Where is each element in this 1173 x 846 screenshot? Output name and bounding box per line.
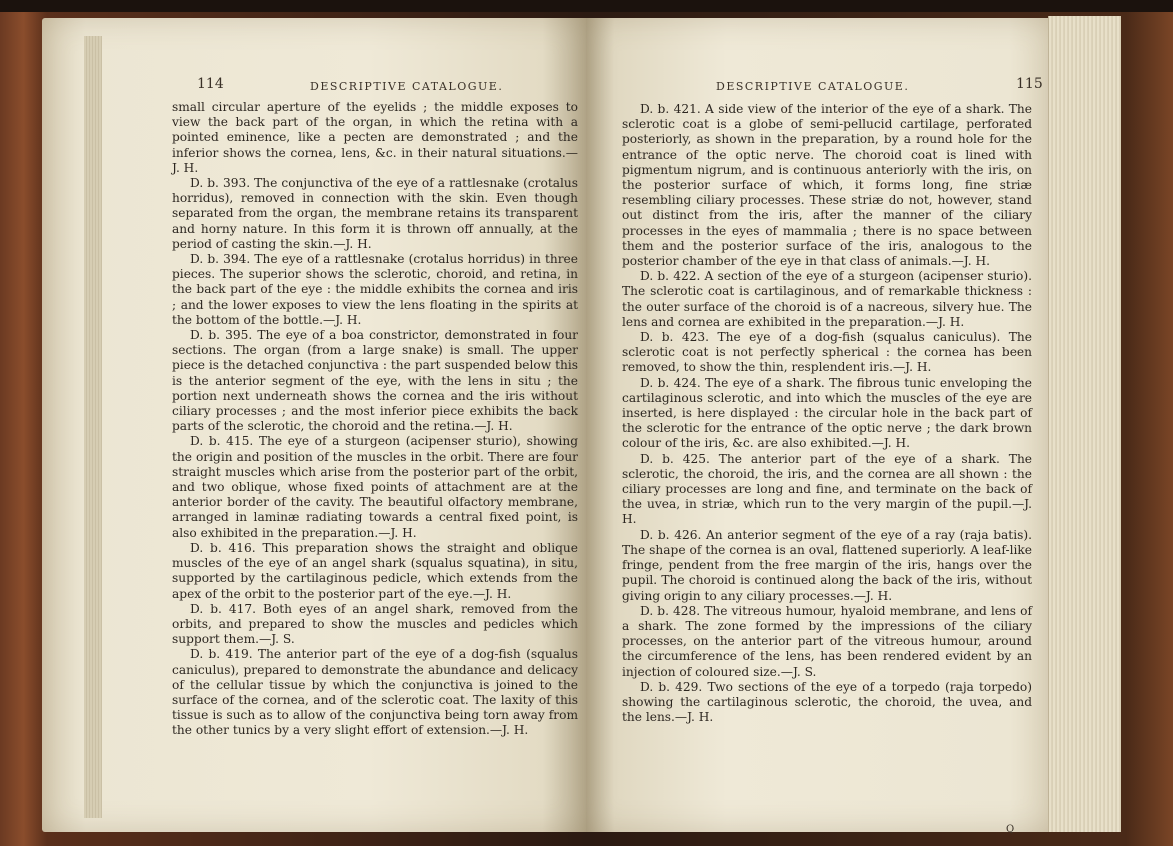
right-page	[586, 18, 1056, 835]
paragraph: D. b. 426. An anterior segment of the eye of a ray (raja batis). The shape of the cornea is an oval, flattened superiorly. A leaf-like fringe, pendent from the free margin of the iris, hangs over the pupil. The choroid is continued along the back of the iris, without giving origin to any ciliary processes.—J. H.	[622, 527, 1032, 603]
right-text-column	[622, 102, 1032, 725]
paragraph: D. b. 422. A section of the eye of a sturgeon (acipenser sturio). The sclerotic coat is cartilaginous, and of remarkable thickness : the outer surface of the choroid is of a nacreous, silvery hue. The lens and cornea are exhibited in the preparation.—J. H.	[622, 269, 1032, 329]
left-running-head: DESCRIPTIVE CATALOGUE.	[310, 80, 504, 93]
paragraph: D. b. 428. The vitreous humour, hyaloid membrane, and lens of a shark. The zone formed by the impressions of the ciliary processes, on the anterior part of the vitreous humour, around the circumference of the lens, has been rendered evident by an injection of coloured size.—J. S.	[622, 603, 1032, 679]
left-text-column	[172, 100, 578, 739]
signature-mark: Q	[1006, 824, 1015, 835]
paragraph: D. b. 394. The eye of a rattlesnake (crotalus horridus) in three pieces. The superior shows the sclerotic, choroid, and retina, in the back part of the eye : the middle exhibits the cornea and iris ; and the lower exposes to view the lens floating in the spirits at the bottom of the bottle.—J. H.	[172, 252, 578, 327]
paragraph: D. b. 424. The eye of a shark. The fibrous tunic enveloping the cartilaginous sclerotic, and into which the muscles of the eye are inserted, is here displayed : the circular hole in the back part of the sclerotic for the entrance of the optic nerve ; the dark brown colour of the iris, &c. are also exhibited.—J. H.	[622, 375, 1032, 451]
book-cover-edge	[0, 0, 1173, 12]
left-page-edges	[84, 36, 102, 818]
right-running-head: DESCRIPTIVE CATALOGUE.	[716, 80, 910, 93]
paragraph: D. b. 416. This preparation shows the straight and oblique muscles of the eye of an angel shark (squalus squatina), in situ, supported by the cartilaginous pedicle, which extends from the apex of the orbit to the posterior part of the eye.—J. H.	[172, 540, 578, 601]
right-page-edges	[1048, 16, 1121, 832]
paragraph: D. b. 417. Both eyes of an angel shark, removed from the orbits, and prepared to show the muscles and pedicles which support them.—J. S.	[172, 601, 578, 647]
paragraph: D. b. 421. A side view of the interior of the eye of a shark. The sclerotic coat is a globe of semi-pellucid cartilage, perforated posteriorly, as shown in the preparation, by a round hole for the entrance of the optic nerve. The choroid coat is lined with pigmentum nigrum, and is continuous anteriorly with the iris, on the posterior surface of which, it forms long, fine striæ resembling ciliary processes. These striæ do not, however, stand out distinct from the iris, after the manner of the ciliary processes in the eyes of mammalia ; there is no space between them and the posterior surface of the iris, analogous to the posterior chamber of the eye in that class of animals.—J. H.	[622, 102, 1032, 269]
paragraph: D. b. 429. Two sections of the eye of a torpedo (raja torpedo) showing the cartilaginous sclerotic, the choroid, the uvea, and the lens.—J. H.	[622, 679, 1032, 725]
paragraph: small circular aperture of the eyelids ; the middle exposes to view the back part of the organ, in which the retina with a pointed eminence, like a pecten are demonstrated ; and the inferior shows the cornea, lens, &c. in their natural situations.—J. H.	[172, 100, 578, 175]
right-page-number: 115	[1016, 76, 1043, 92]
paragraph: D. b. 425. The anterior part of the eye of a shark. The sclerotic, the choroid, the iris, and the cornea are all shown : the ciliary processes are long and fine, and terminate on the back of the uvea, in striæ, which run to the very margin of the pupil.—J. H.	[622, 451, 1032, 527]
paragraph: D. b. 415. The eye of a sturgeon (acipenser sturio), showing the origin and position of the muscles in the orbit. There are four straight muscles which arise from the posterior part of the orbit, and two oblique, whose fixed points of attachment are at the anterior border of the cavity. The beautiful olfactory membrane, arranged in laminæ radiating towards a central fixed point, is also exhibited in the preparation.—J. H.	[172, 434, 578, 540]
paragraph: D. b. 395. The eye of a boa constrictor, demonstrated in four sections. The organ (from a large snake) is small. The upper piece is the detached conjunctiva : the part suspended below this is the anterior segment of the eye, with the lens in situ ; the portion next underneath shows the cornea and the iris without ciliary processes ; and the most inferior piece exhibits the back parts of the sclerotic, the choroid and the retina.—J. H.	[172, 328, 578, 434]
left-page	[42, 18, 586, 832]
paragraph: D. b. 423. The eye of a dog-fish (squalus caniculus). The sclerotic coat is not perfectly spherical : the cornea has been removed, to show the thin, resplendent iris.—J. H.	[622, 330, 1032, 375]
paragraph: D. b. 419. The anterior part of the eye of a dog-fish (squalus caniculus), prepared to demonstrate the abundance and delicacy of the cellular tissue by which the conjunctiva is joined to the surface of the cornea, and of the sclerotic coat. The laxity of this tissue is such as to allow of the conjunctiva being torn away from the other tunics by a very slight effort of extension.—J. H.	[172, 647, 578, 738]
paragraph: D. b. 393. The conjunctiva of the eye of a rattlesnake (crotalus horridus), removed in connection with the skin. Even though separated from the organ, the membrane retains its transparent and horny nature. In this form it is thrown off annually, at the period of casting the skin.—J. H.	[172, 176, 578, 251]
left-page-number: 114	[197, 76, 224, 92]
